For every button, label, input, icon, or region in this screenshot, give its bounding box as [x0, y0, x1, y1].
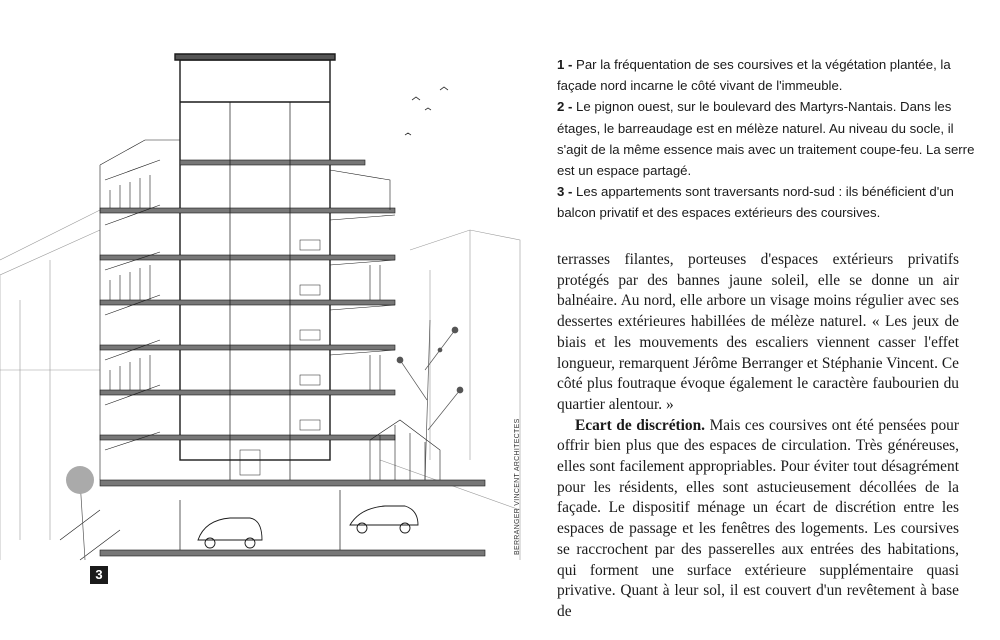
caption-item — [557, 54, 977, 96]
figure-caption — [557, 54, 977, 224]
birds — [405, 87, 448, 135]
figure-number-badge: 3 — [90, 566, 108, 584]
caption-text: Le pignon ouest, sur le boulevard des Martyrs-Nantais. Dans les étages, le barreaudage est en mélèze naturel. Au niveau du socle, il s'agit de la même essence mais avec un traitement coupe-feu. La serre est un espace partagé. — [557, 99, 975, 179]
body-paragraph: terrasses filantes, porteuses d'espaces extérieurs privatifs protégés par des bannes jaune soleil, elle se donne un air balnéaire. Au nord, elle arbore un visage moins régulier avec ses dessertes extérieures habillées de mélèze naturel. « Les jeux de biais et les mouvements des escaliers viennent casser l'effet longueur, remarquent Jérôme Berranger et Stéphanie Vincent. Ce côté plus foutraque évoque également le caractère faubourien du quartier alentour. » — [557, 251, 959, 413]
paragraph-text: Mais ces coursives ont été pensées pour offrir bien plus que des espaces de circulation. Très généreuses, elles sont facilement appropriables. Pour éviter tout désagrément pour les résidents, elles sont astucieusement décollées de la façade. Le dispositif ménage un écart de discrétion entre les espaces de passage et les fenêtres des logements. Les coursives se raccrochent par des passerelles aux entrées des habitations, qui forment une surface extérieure supplémentaire quasi privative. Quant à leur sol, il est couvert d'un revêtement à base de — [557, 416, 959, 620]
building-section-drawing — [0, 40, 540, 590]
article-body — [557, 250, 959, 623]
balconies — [330, 170, 395, 390]
caption-item — [557, 181, 977, 223]
greenhouse — [370, 420, 440, 480]
floor-slabs — [100, 160, 485, 556]
caption-number: 1 - — [557, 57, 573, 72]
body-paragraph — [557, 416, 959, 623]
caption-number: 3 - — [557, 184, 573, 200]
section-heading: Ecart de discrétion. — [575, 416, 706, 434]
caption-item — [557, 96, 977, 181]
cars — [198, 506, 418, 548]
caption-text: Par la fréquentation de ses coursives et la végétation plantée, la façade nord incarne le côté vivant de l'immeuble. — [557, 57, 951, 94]
image-credit: BERRANGER VINCENT ARCHITECTES — [514, 418, 521, 555]
caption-number: 2 - — [557, 99, 573, 115]
background-buildings — [0, 210, 520, 560]
caption-text: Les appartements sont traversants nord-sud : ils bénéficient d'un balcon privatif et des espaces extérieurs des coursives. — [557, 184, 954, 221]
